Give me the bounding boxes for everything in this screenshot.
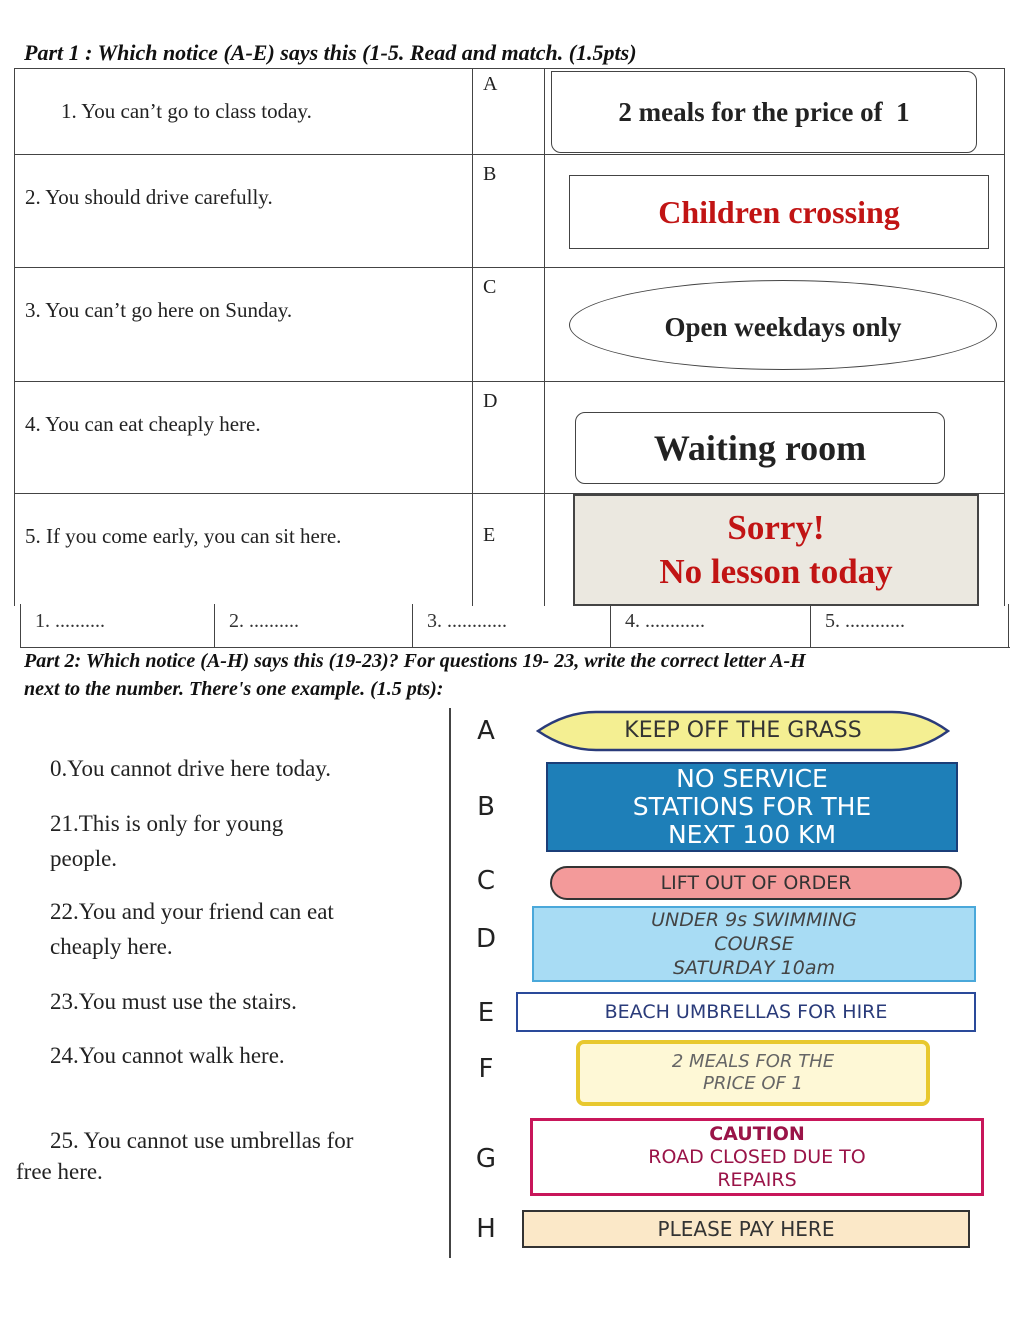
sign-letter-d: D bbox=[475, 924, 497, 954]
notice-a: 2 meals for the price of 1 bbox=[551, 71, 977, 153]
question-24: 24.You cannot walk here. bbox=[50, 1043, 285, 1068]
table-row bbox=[15, 155, 1005, 268]
sign-letter-f: F bbox=[478, 1054, 494, 1084]
sign-letter-e: E bbox=[477, 998, 495, 1028]
table-row bbox=[15, 494, 1005, 606]
sign-b-line1: NO SERVICE bbox=[676, 764, 828, 793]
sign-h: PLEASE PAY HERE bbox=[522, 1210, 970, 1248]
notice-cell bbox=[545, 69, 1005, 155]
statement-4: 4. You can eat cheaply here. bbox=[25, 412, 261, 436]
answer-4[interactable]: 4. ............ bbox=[611, 604, 811, 648]
sign-d bbox=[532, 906, 976, 982]
table-row bbox=[15, 268, 1005, 382]
notice-b: Children crossing bbox=[569, 175, 989, 249]
sign-letter-b: B bbox=[477, 792, 495, 822]
answer-2[interactable]: 2. .......... bbox=[215, 604, 413, 648]
letter-b: B bbox=[483, 163, 497, 185]
sign-b-line3: NEXT 100 KM bbox=[667, 820, 837, 849]
sign-letter-a: A bbox=[477, 716, 495, 746]
notice-e bbox=[573, 494, 979, 606]
part2-title-line1: Part 2: Which notice (A-H) says this (19-23)? For questions 19- 23, write the correct letter A-H bbox=[24, 650, 806, 672]
statement-2: 2. You should drive carefully. bbox=[25, 185, 273, 209]
sign-d-line2: COURSE bbox=[714, 933, 794, 955]
sign-g-line3: REPAIRS bbox=[717, 1168, 797, 1191]
answer-row bbox=[20, 604, 1010, 648]
part1-table bbox=[14, 68, 1005, 606]
sign-e: BEACH UMBRELLAS FOR HIRE bbox=[516, 992, 976, 1032]
sign-g-line2: ROAD CLOSED DUE TO bbox=[648, 1145, 866, 1168]
part2-title-line2: next to the number. There's one example. (1.5 pts): bbox=[24, 678, 444, 700]
statement-1: 1. You can’t go to class today. bbox=[61, 99, 312, 123]
question-21-line1: 21.This is only for young bbox=[50, 811, 284, 836]
sign-letter-g: G bbox=[475, 1144, 497, 1174]
statement-3: 3. You can’t go here on Sunday. bbox=[25, 298, 293, 322]
sign-b bbox=[546, 762, 958, 852]
table-row bbox=[15, 69, 1005, 155]
letter-a: A bbox=[483, 73, 498, 95]
letter-c: C bbox=[483, 276, 497, 298]
question-25-line2: free here. bbox=[16, 1159, 103, 1184]
answer-3[interactable]: 3. ............ bbox=[413, 604, 611, 648]
sign-c: LIFT OUT OF ORDER bbox=[550, 866, 962, 900]
sign-g bbox=[530, 1118, 984, 1196]
letter-d: D bbox=[483, 390, 498, 412]
sign-b-line2: STATIONS FOR THE bbox=[632, 792, 872, 821]
sign-a-text: KEEP OFF THE GRASS bbox=[624, 717, 862, 743]
sign-f bbox=[576, 1040, 930, 1106]
notice-e-line2: No lesson today bbox=[659, 552, 893, 591]
question-22-line2: cheaply here. bbox=[50, 934, 173, 959]
notice-e-line1: Sorry! bbox=[727, 508, 825, 547]
question-0: 0.You cannot drive here today. bbox=[50, 756, 332, 781]
sign-d-line3: SATURDAY 10am bbox=[673, 957, 835, 979]
question-25-line1: 25. You cannot use umbrellas for bbox=[50, 1128, 354, 1153]
question-23: 23.You must use the stairs. bbox=[50, 989, 297, 1014]
sign-letter-c: C bbox=[476, 866, 496, 896]
sign-g-line1: CAUTION bbox=[709, 1122, 805, 1145]
sign-a bbox=[536, 710, 950, 752]
sign-d-line1: UNDER 9s SWIMMING bbox=[651, 909, 857, 931]
sign-letter-h: H bbox=[476, 1214, 496, 1244]
statement-cell bbox=[15, 69, 473, 155]
answer-5[interactable]: 5. ............ bbox=[811, 604, 1009, 648]
answer-1[interactable]: 1. .......... bbox=[21, 604, 215, 648]
question-22-line1: 22.You and your friend can eat bbox=[50, 899, 334, 924]
sign-f-line2: PRICE OF 1 bbox=[702, 1073, 804, 1094]
part1-title: Part 1 : Which notice (A-E) says this (1-5. Read and match. (1.5pts) bbox=[24, 40, 637, 65]
letter-e: E bbox=[483, 524, 496, 546]
question-21-line2: people. bbox=[50, 846, 118, 871]
notice-c-text: Open weekdays only bbox=[664, 311, 902, 342]
statement-5: 5. If you come early, you can sit here. bbox=[25, 524, 342, 548]
table-row bbox=[15, 382, 1005, 494]
notice-d: Waiting room bbox=[575, 412, 945, 484]
letter-cell bbox=[473, 69, 545, 155]
divider bbox=[449, 708, 451, 1258]
notice-c bbox=[569, 280, 997, 370]
sign-f-line1: 2 MEALS FOR THE bbox=[671, 1051, 835, 1072]
